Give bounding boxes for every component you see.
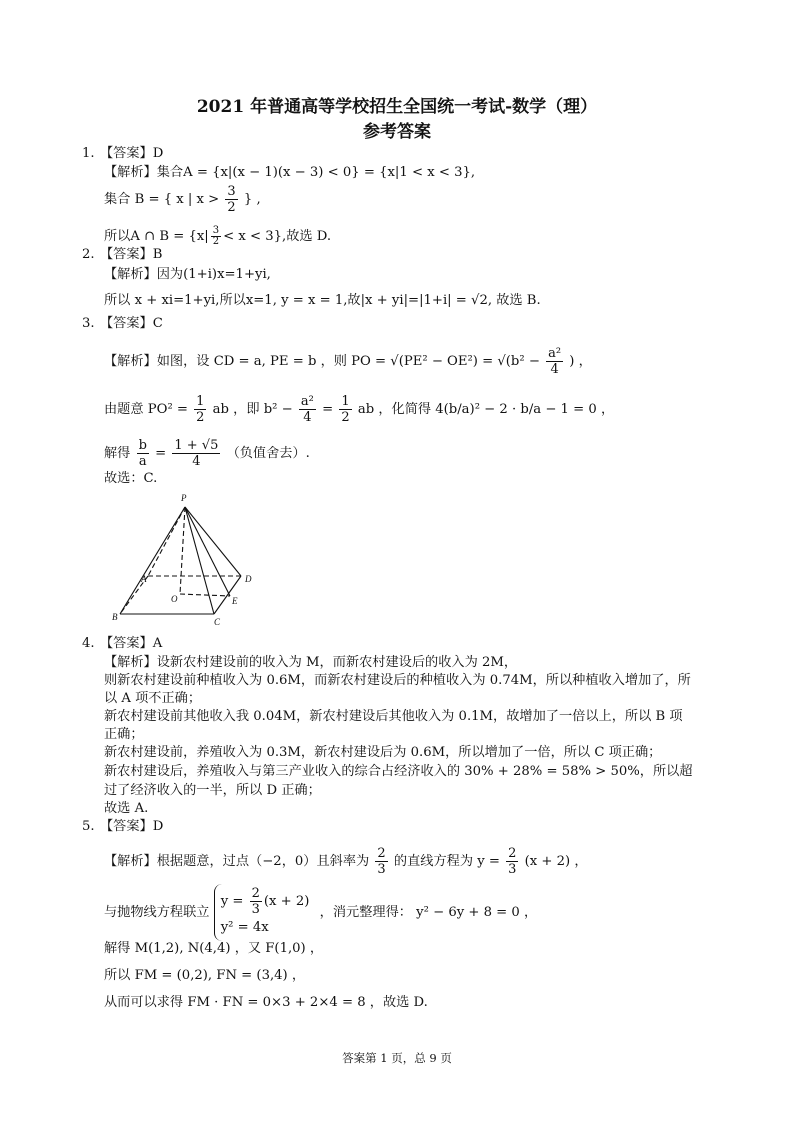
q1-number: 1. — [82, 146, 95, 161]
q5-line-4: 所以 FM = (0,2), FN = (3,4) ， — [104, 968, 306, 983]
q3-line-2-num-2: a² — [300, 394, 314, 409]
q1-line-2-a: 集合 B = { x | x > — [104, 192, 220, 207]
label-d: D — [245, 574, 252, 584]
q5-system-row-2: y² = 4x — [220, 920, 269, 935]
q4-number: 4. — [82, 636, 95, 651]
q3-line-3-den-1: a — [138, 454, 147, 469]
label-c: C — [214, 617, 221, 627]
q3-line-2-b: ab ，即 b² − — [212, 402, 293, 417]
q5-line-1-frac-2 — [506, 846, 518, 877]
q1-line-1: 【解析】集合A = {x|(x − 1)(x − 3) < 0} = {x|1 < x < 3}, — [104, 165, 476, 180]
q4-answer: 【答案】A — [100, 636, 163, 651]
q3-line-4: 故选：C. — [104, 471, 158, 486]
q5-line-2 — [104, 884, 537, 941]
q2-number: 2. — [82, 247, 95, 262]
q3-line-3-c: （负值舍去）. — [226, 446, 310, 461]
q2-line-2: 所以 x + xi=1+yi,所以x=1, y = x = 1,故|x + yi|=|1+i| = √2, 故选 B. — [104, 293, 541, 308]
q3-line-3-num-2: 1 + √5 — [174, 438, 219, 453]
q1-frac-num: 3 — [227, 184, 236, 199]
q1-line-3-num: 3 — [212, 225, 220, 236]
q5-line-1-frac-1 — [375, 846, 387, 877]
q5-equation-system — [214, 884, 316, 941]
q3-line-2-den-2: 4 — [303, 410, 312, 425]
q4-line-5: 正确； — [104, 727, 144, 742]
q4-line-4: 新农村建设前其他收入我 0.04M，新农村建设后其他收入为 0.1M，故增加了一倍以上，所以 B 项 — [104, 709, 683, 724]
label-p: P — [181, 493, 187, 503]
page-title: 2021 年普通高等学校招生全国统一考试-数学（理） — [196, 97, 598, 117]
edge-pe — [185, 507, 230, 596]
q4-line-8: 过了经济收入的一半，所以 D 正确； — [104, 783, 321, 798]
q3-line-2-c: = — [322, 402, 334, 417]
q3-line-3-num-1: b — [138, 438, 147, 453]
q3-line-3-frac-1 — [137, 438, 149, 469]
q5-line-2-a: 与抛物线方程联立 — [104, 905, 210, 920]
q3-line-2-d: ab ，化简得 4(b/a)² − 2 · b/a − 1 = 0 ， — [357, 402, 615, 417]
label-e: E — [232, 596, 238, 606]
q4-line-6: 新农村建设前，养殖收入为 0.3M，新农村建设后为 0.6M，所以增加了一倍，所以 C 项正确； — [104, 745, 662, 760]
q4-line-9: 故选 A. — [104, 801, 149, 816]
q3-line-3-a: 解得 — [104, 446, 131, 461]
q3-line-2-frac-1 — [194, 394, 206, 425]
q4-line-3: 以 A 项不正确； — [104, 691, 202, 706]
edge-pc — [185, 507, 214, 614]
edge-po — [180, 507, 185, 594]
q3-line-2-a: 由题意 PO² = — [104, 402, 188, 417]
q3-line-1 — [104, 346, 592, 377]
q5-system-row-1 — [221, 886, 310, 917]
q3-line-2-num-1: 1 — [196, 394, 205, 409]
edge-pa — [148, 507, 185, 576]
q3-line-3-frac-2 — [172, 438, 220, 469]
q5-system-row-1-b: (x + 2) — [263, 894, 310, 909]
q5-line-1-den-2: 3 — [508, 862, 517, 877]
q5-line-1-a: 【解析】根据题意，过点（−2，0）且斜率为 — [104, 854, 370, 869]
page-footer: 答案第 1 页，总 9 页 — [342, 1051, 452, 1065]
q5-system-den: 3 — [251, 902, 260, 917]
q2-line-1: 【解析】因为(1+i)x=1+yi, — [104, 267, 271, 282]
q3-number: 3. — [82, 316, 95, 331]
q1-line-2-b: } , — [243, 192, 261, 207]
q5-line-1-num-1: 2 — [377, 846, 386, 861]
q3-line-1-b: ) ， — [569, 354, 592, 369]
q1-line-3-den: 2 — [212, 236, 220, 247]
q5-answer: 【答案】D — [100, 819, 164, 834]
edge-oe — [180, 594, 230, 596]
q1-frac-den: 2 — [227, 200, 236, 215]
q1-fraction — [225, 184, 237, 215]
q3-line-2 — [104, 394, 614, 425]
q1-answer: 【答案】D — [100, 146, 164, 161]
q1-line-3-a: 所以A ∩ B = {x| — [104, 229, 209, 244]
edge-pd — [185, 507, 241, 576]
q5-line-1-c: (x + 2) ， — [524, 854, 588, 869]
q5-line-5: 从而可以求得 FM · FN = 0×3 + 2×4 = 8 ，故选 D. — [104, 995, 428, 1010]
q5-system-frac — [250, 886, 262, 917]
q4-line-7: 新农村建设后，养殖收入与第三产业收入的综合占经济收入的 30% + 28% = 58% > 50%，所以超 — [104, 764, 693, 779]
q1-line-3 — [104, 226, 331, 247]
q1-line-3-fraction — [211, 226, 221, 247]
q3-line-3 — [104, 438, 310, 469]
q2-answer: 【答案】B — [100, 247, 163, 262]
q3-line-1-a: 【解析】如图，设 CD = a, PE = b ，则 PO = √(PE² − OE²) = √(b² − — [104, 354, 540, 369]
q5-system-row-1-a: y = — [220, 894, 244, 909]
label-o: O — [171, 594, 178, 604]
q5-line-2-b: ，消元整理得： y² − 6y + 8 = 0 ， — [319, 905, 538, 920]
q4-line-2: 则新农村建设前种植收入为 0.6M，而新农村建设后的种植收入为 0.74M，所以种植收入增加了，所 — [104, 673, 691, 688]
q5-system-num: 2 — [251, 886, 260, 901]
q3-line-1-den: 4 — [550, 362, 559, 377]
edge-cd — [214, 576, 241, 614]
q5-number: 5. — [82, 819, 95, 834]
label-b: B — [112, 612, 118, 622]
q5-line-1 — [104, 846, 588, 877]
q3-line-2-num-3: 1 — [341, 394, 350, 409]
q5-line-1-b: 的直线方程为 y = — [393, 854, 500, 869]
q3-line-3-den-2: 4 — [192, 454, 201, 469]
q3-line-3-b: = — [155, 446, 167, 461]
q3-line-2-frac-3 — [339, 394, 351, 425]
q5-line-1-den-1: 3 — [377, 862, 386, 877]
pyramid-figure — [108, 492, 268, 630]
q5-line-1-num-2: 2 — [508, 846, 517, 861]
q3-line-1-fraction — [546, 346, 563, 377]
q4-line-1: 【解析】设新农村建设前的收入为 M，而新农村建设后的收入为 2M， — [104, 655, 518, 670]
q3-line-2-den-1: 2 — [196, 410, 205, 425]
page-subtitle: 参考答案 — [363, 122, 431, 142]
label-a: A — [141, 574, 147, 584]
q3-line-1-num: a² — [548, 346, 562, 361]
q1-line-2 — [104, 184, 261, 215]
q5-line-3: 解得 M(1,2), N(4,4) ，又 F(1,0) ， — [104, 941, 324, 956]
q3-line-2-frac-2 — [299, 394, 316, 425]
q1-line-3-b: < x < 3},故选 D. — [223, 229, 332, 244]
q3-line-2-den-3: 2 — [341, 410, 350, 425]
q3-answer: 【答案】C — [100, 316, 163, 331]
